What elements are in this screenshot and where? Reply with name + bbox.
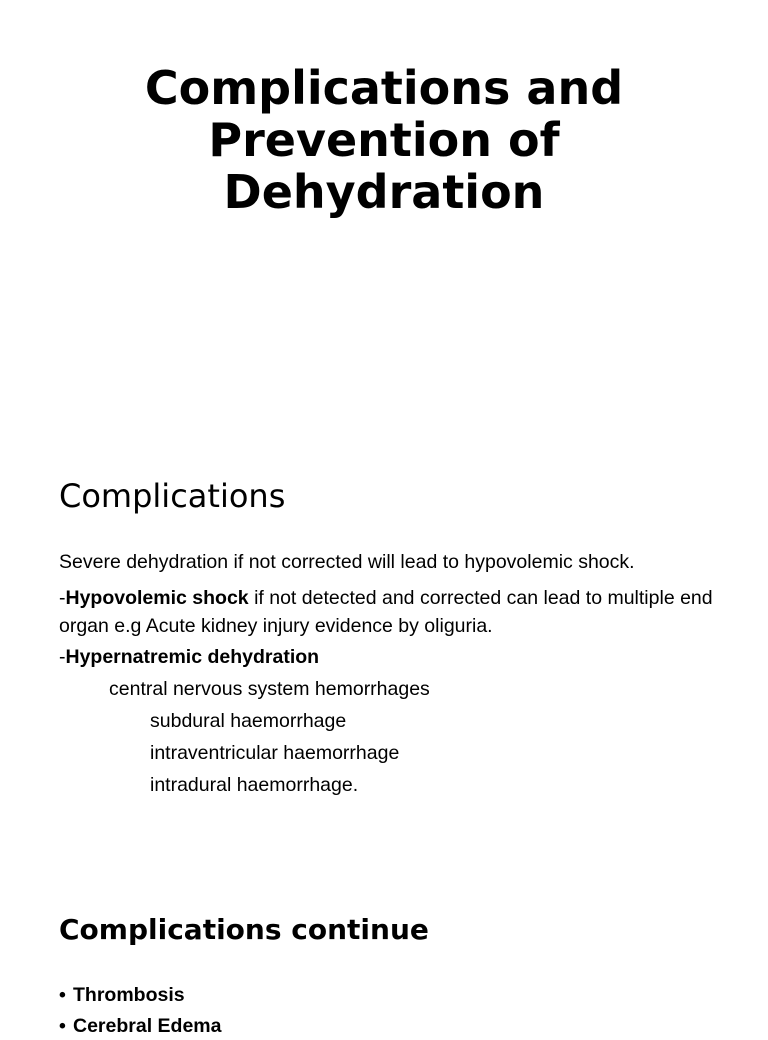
bullet-text: Cerebral Edema — [73, 1015, 222, 1037]
list-item — [59, 981, 185, 1009]
slide-title — [0, 62, 768, 218]
title-line-3: Dehydration — [223, 165, 545, 219]
sub-item-intraventricular: intraventricular haemorrhage — [150, 742, 400, 764]
complications-heading: Complications — [59, 477, 286, 515]
dash: - — [59, 587, 66, 609]
paragraph-severe-dehydration: Severe dehydration if not corrected will lead to hypovolemic shock. — [59, 551, 635, 573]
sub-item-subdural: subdural haemorrhage — [150, 710, 347, 732]
sub-item-intradural: intradural haemorrhage. — [150, 774, 359, 796]
paragraph-hypernatremic — [59, 643, 719, 671]
hypovolemic-shock-term: Hypovolemic shock — [65, 587, 249, 609]
dash: - — [59, 646, 66, 668]
complications-continue-heading: Complications continue — [59, 913, 429, 946]
bullet-text: Thrombosis — [73, 984, 185, 1006]
hypovolemic-shock-text: if not detected and corrected can lead to multiple end organ e.g Acute kidney injury evidence by oliguria. — [59, 587, 713, 637]
bullet-icon: • — [59, 984, 66, 1006]
title-line-1: Complications and — [144, 61, 624, 115]
title-slide — [0, 0, 768, 300]
hypernatremic-term: Hypernatremic dehydration — [65, 646, 320, 668]
title-line-2: Prevention of — [208, 113, 560, 167]
paragraph-hypovolemic-shock — [59, 584, 719, 640]
list-item — [59, 1012, 222, 1040]
sub-item-cns-hemorrhages: central nervous system hemorrhages — [109, 678, 430, 700]
bullet-icon: • — [59, 1015, 66, 1037]
